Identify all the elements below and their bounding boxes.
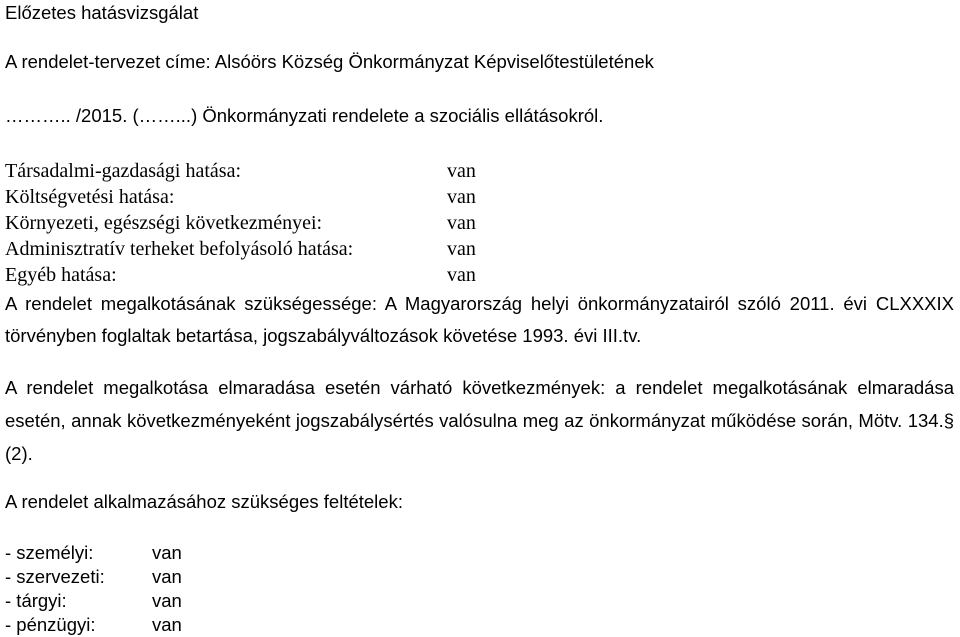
impact-value: van xyxy=(447,160,476,182)
condition-row-organizational xyxy=(5,565,405,588)
condition-value: van xyxy=(152,590,182,611)
impact-value: van xyxy=(447,186,476,208)
impact-row-environment-health xyxy=(5,210,605,236)
condition-value: van xyxy=(152,542,182,563)
condition-row-personal xyxy=(5,541,405,564)
impact-row-other xyxy=(5,262,605,288)
impact-row-administrative xyxy=(5,236,605,262)
impact-label: Társadalmi-gazdasági hatása: xyxy=(5,160,241,182)
condition-value: van xyxy=(152,614,182,635)
necessity-paragraph: A rendelet megalkotásának szükségessége: A Magyarország helyi önkormányzatairól szóló 2011. évi CLXXXIX törvényben foglaltak betartása, jogszabályváltozások követése 1993. évi III.tv. xyxy=(5,293,954,346)
condition-label: - tárgyi: xyxy=(5,590,67,611)
impact-label: Környezeti, egészségi következményei: xyxy=(5,212,323,234)
condition-row-financial xyxy=(5,613,405,636)
condition-label: - pénzügyi: xyxy=(5,614,96,635)
impact-row-social-economic xyxy=(5,158,605,184)
decree-title-line-2: ……….. /2015. (……...) Önkormányzati rendelete a szociális ellátásokról. xyxy=(5,105,604,126)
impact-value: van xyxy=(447,238,476,260)
condition-label: - szervezeti: xyxy=(5,566,105,587)
impact-label: Adminisztratív terheket befolyásoló hatása: xyxy=(5,238,354,260)
impact-value: van xyxy=(447,264,476,286)
consequences-paragraph: A rendelet megalkotása elmaradása esetén várható következmények: a rendelet megalkotásának elmaradása esetén, annak következményeként jogszabálysértés valósulna meg az önkormányzat működése során, Mötv. 134.§ (2). xyxy=(5,377,954,464)
document-title: Előzetes hatásvizsgálat xyxy=(5,2,199,23)
impact-label: Költségvetési hatása: xyxy=(5,186,175,208)
impact-label: Egyéb hatása: xyxy=(5,264,117,286)
impact-value: van xyxy=(447,212,476,234)
condition-label: - személyi: xyxy=(5,542,94,563)
impact-row-budget xyxy=(5,184,605,210)
decree-title-line-1: A rendelet-tervezet címe: Alsóörs Község Önkormányzat Képviselőtestületének xyxy=(5,51,654,72)
condition-row-material xyxy=(5,589,405,612)
condition-value: van xyxy=(152,566,182,587)
conditions-heading: A rendelet alkalmazásához szükséges feltételek: xyxy=(5,491,403,512)
